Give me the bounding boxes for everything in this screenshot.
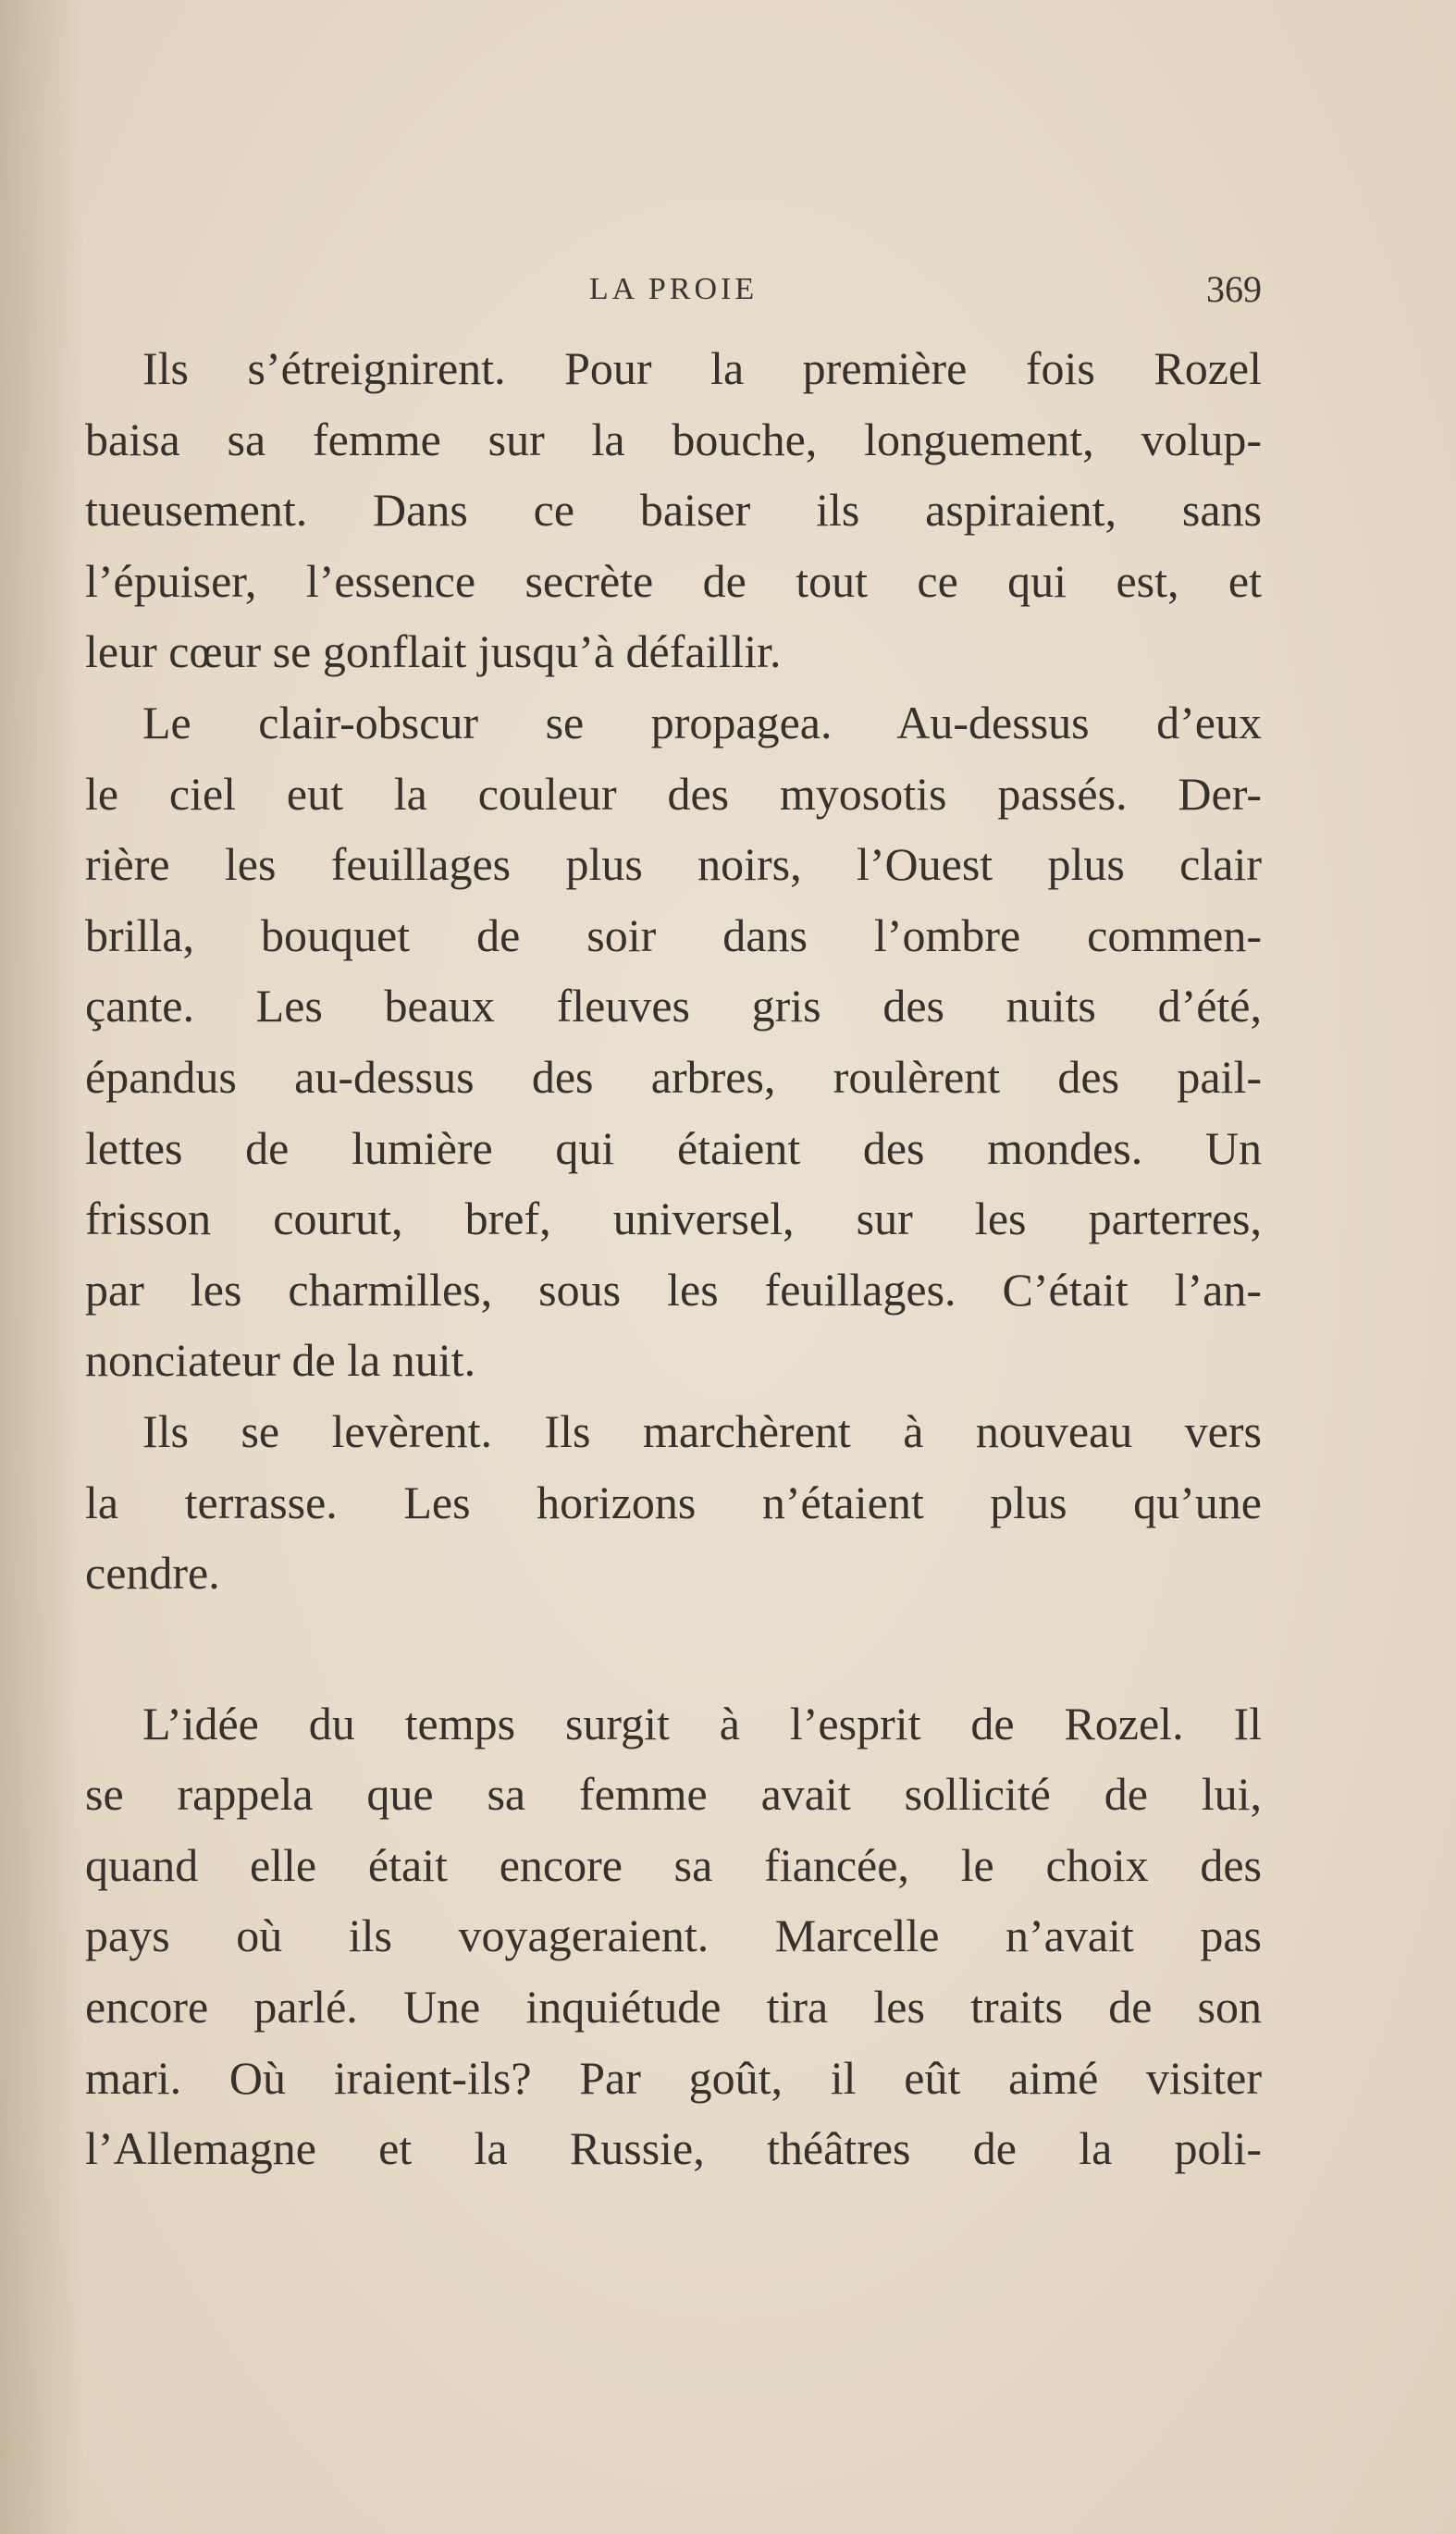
running-head	[85, 266, 1262, 313]
text-line: brilla, bouquet de soir dans l’ombre commen-	[85, 909, 1262, 961]
text-line: l’Allemagne et la Russie, théâtres de la poli-	[85, 2122, 1262, 2175]
text-line: baisa sa femme sur la bouche, longuement, volup-	[85, 413, 1262, 465]
text-line: pays où ils voyageraient. Marcelle n’avait pas	[85, 1910, 1262, 1962]
text-line: rière les feuillages plus noirs, l’Ouest plus clair	[85, 838, 1262, 891]
page-number: 369	[1206, 268, 1262, 310]
text-line: la terrasse. Les horizons n’étaient plus qu’une	[85, 1476, 1262, 1528]
gutter-shadow	[0, 0, 83, 2534]
text-line: quand elle était encore sa fiancée, le choix des	[85, 1838, 1262, 1891]
paragraph-3	[85, 1396, 1262, 1609]
text-line: Ils se levèrent. Ils marchèrent à nouveau vers	[142, 1404, 1262, 1457]
section-break	[85, 1609, 1262, 1688]
text-line: le ciel eut la couleur des myosotis passés. Der-	[85, 767, 1262, 820]
text-line: épandus au-dessus des arbres, roulèrent des pail-	[85, 1050, 1262, 1103]
running-title: LA PROIE	[588, 272, 759, 306]
paragraph-4	[85, 1688, 1262, 2184]
text-line: Ils s’étreignirent. Pour la première fois Rozel	[142, 342, 1262, 394]
text-line: çante. Les beaux fleuves gris des nuits d’été,	[85, 980, 1262, 1032]
text-line: frisson courut, bref, universel, sur les parterres,	[85, 1193, 1262, 1245]
text-line: Le clair-obscur se propagea. Au-dessus d’eux	[142, 696, 1262, 748]
text-line: se rappela que sa femme avait sollicité de lui,	[85, 1768, 1262, 1821]
text-line: L’idée du temps surgit à l’esprit de Rozel. Il	[142, 1697, 1262, 1749]
paragraph-2	[85, 687, 1262, 1396]
text-line: mari. Où iraient-ils? Par goût, il eût aimé visiter	[85, 2051, 1262, 2104]
body-text	[85, 333, 1262, 2184]
text-line: lettes de lumière qui étaient des mondes. Un	[85, 1121, 1262, 1174]
text-line: nonciateur de la nuit.	[85, 1334, 476, 1387]
text-line: l’épuiser, l’essence secrète de tout ce qui est, et	[85, 554, 1262, 607]
text-line: encore parlé. Une inquiétude tira les traits de son	[85, 1981, 1262, 2033]
text-line: cendre.	[85, 1547, 220, 1600]
paragraph-1	[85, 333, 1262, 687]
text-line: par les charmilles, sous les feuillages. C’était l’an-	[85, 1263, 1262, 1316]
text-line: leur cœur se gonflait jusqu’à défaillir.	[85, 625, 782, 678]
text-line: tueusement. Dans ce baiser ils aspiraient, sans	[85, 484, 1262, 537]
